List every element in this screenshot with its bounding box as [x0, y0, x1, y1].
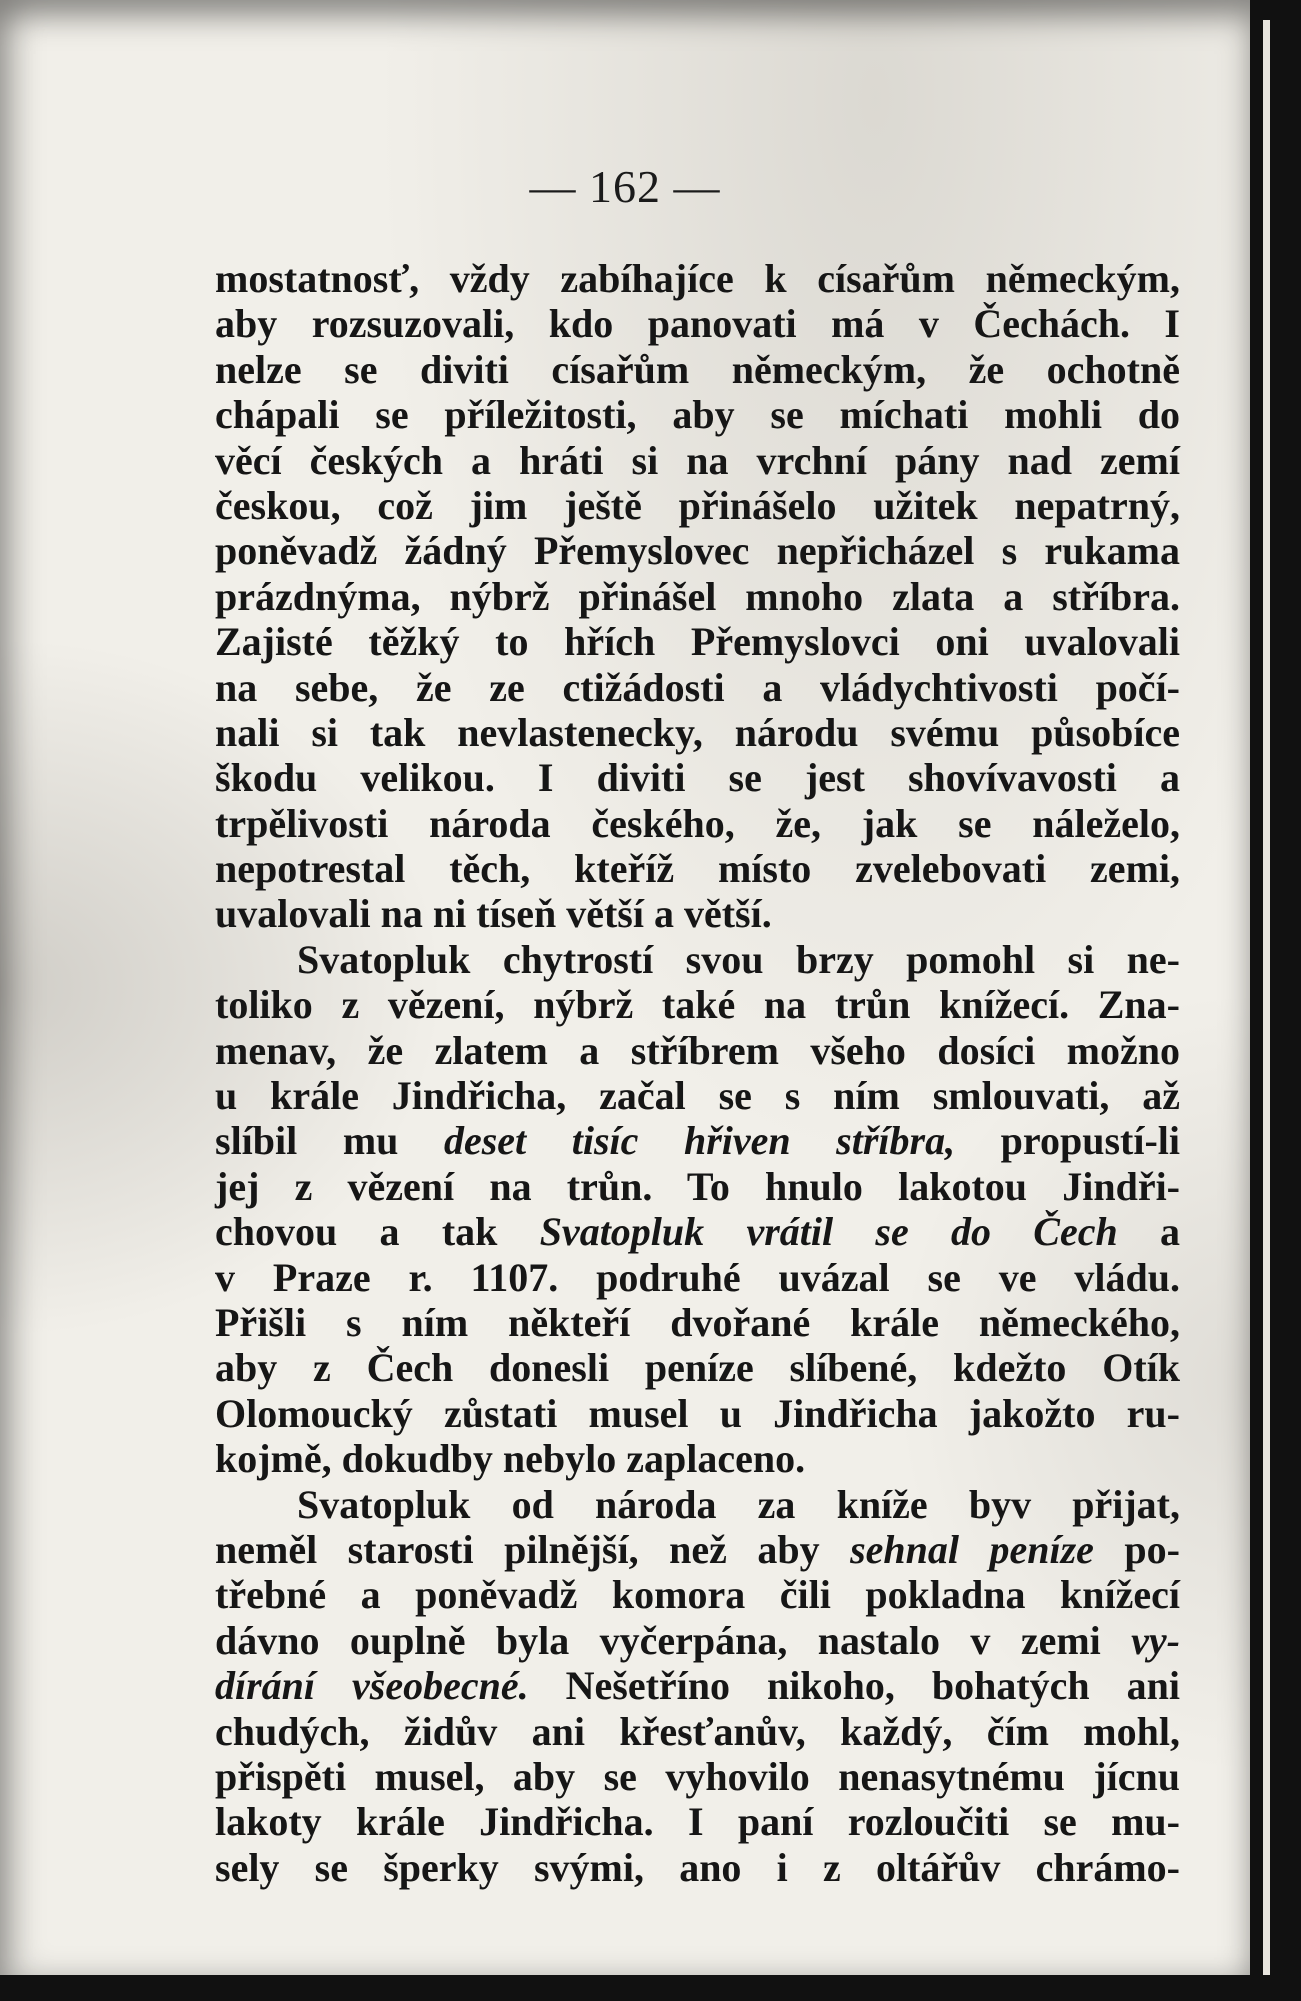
text-run: přispěti musel, aby se vyhovilo nenasytnému jícnu [215, 1753, 1180, 1799]
text-line [215, 1164, 1180, 1209]
text-line [215, 1300, 1180, 1345]
text-line [215, 1618, 1180, 1663]
text-line [215, 347, 1180, 392]
page-number: — 162 — [529, 161, 721, 212]
text-run: uvalovali na ni tíseň větší a větší. [215, 891, 772, 937]
text-run: v Praze r. 1107. podruhé uvázal se ve vládu. [215, 1254, 1180, 1300]
text-line [215, 1845, 1180, 1890]
text-run: propustí-li [955, 1118, 1180, 1164]
italic-text: deset tisíc hřiven stříbra, [443, 1118, 956, 1164]
text-run: u krále Jindřicha, začal se s ním smlouvati, až [215, 1073, 1180, 1119]
italic-text: sehnal peníze [850, 1526, 1094, 1572]
text-run: toliko z vězení, nýbrž také na trůn knížecí. Zna- [215, 982, 1180, 1028]
text-run: po- [1093, 1526, 1181, 1572]
text-run: mostatnosť, vždy zabíhajíce k císařům německým, [215, 256, 1180, 301]
text-run: chudých, židův ani křesťanův, každý, čím mohl, [215, 1708, 1180, 1754]
text-line [215, 982, 1180, 1027]
text-run: aby rozsuzovali, kdo panovati má v Čechách. I [215, 301, 1180, 347]
italic-text: dírání všeobecné. [215, 1663, 529, 1709]
text-line [215, 1391, 1180, 1436]
text-line [215, 1663, 1180, 1708]
text-line [215, 438, 1180, 483]
text-run: dávno ouplně byla vyčerpána, nastalo v zemi [215, 1617, 1132, 1663]
text-run: Přišli s ním někteří dvořané krále německého, [215, 1299, 1180, 1345]
text-line [215, 1028, 1180, 1073]
text-run: poněvadž žádný Přemyslovec nepřicházel s rukama [215, 528, 1180, 574]
text-line [215, 1754, 1180, 1799]
text-run: nelze se diviti císařům německým, že ochotně [215, 346, 1180, 392]
text-line [215, 619, 1180, 664]
text-line [215, 937, 1180, 982]
text-line [215, 1255, 1180, 1300]
text-run: sely se šperky svými, ano i z oltářův chrámo- [215, 1844, 1180, 1890]
text-run: škodu velikou. I diviti se jest shovívavosti a [215, 755, 1180, 801]
text-line [215, 1709, 1180, 1754]
scan-edge-stripe [1263, 20, 1270, 1980]
text-line [215, 1527, 1180, 1572]
text-run: Olomoucký zůstati musel u Jindřicha jakožto ru- [215, 1390, 1180, 1436]
scan-edge-bottom [0, 1975, 1301, 2001]
text-run: na sebe, že ze ctižádosti a vládychtivosti počí- [215, 664, 1180, 710]
text-line [215, 301, 1180, 346]
text-line [215, 1118, 1180, 1163]
text-run: neměl starosti pilnější, než aby [215, 1526, 851, 1572]
body-text [215, 256, 1180, 1890]
text-line [215, 1345, 1180, 1390]
text-line [215, 755, 1180, 800]
text-run: lakoty krále Jindřicha. I paní rozloučiti se mu- [215, 1799, 1180, 1845]
text-run: Svatopluk od národa za kníže byv přijat, [297, 1481, 1180, 1527]
text-run: slíbil mu [215, 1118, 444, 1164]
text-run: menav, že zlatem a stříbrem všeho dosíci možno [215, 1027, 1180, 1073]
text-line [215, 1572, 1180, 1617]
italic-text: vy- [1131, 1617, 1180, 1663]
italic-text: Svatopluk vrátil se do Čech [539, 1209, 1118, 1255]
text-line [215, 665, 1180, 710]
text-run: nepotrestal těch, kteříž místo zvelebovati zemi, [215, 846, 1180, 892]
text-run: kojmě, dokudby nebylo zaplaceno. [215, 1436, 806, 1482]
text-run: a [1117, 1209, 1181, 1255]
text-run: třebné a poněvadž komora čili pokladna knížecí [215, 1572, 1180, 1618]
scan-edge-right [1250, 0, 1301, 2001]
text-line [215, 1436, 1180, 1481]
text-run: trpělivosti národa českého, že, jak se náleželo, [215, 800, 1180, 846]
text-run: Svatopluk chytrostí svou brzy pomohl si ne- [297, 936, 1180, 982]
text-line [215, 891, 1180, 936]
text-line [215, 574, 1180, 619]
text-line [215, 1209, 1180, 1254]
text-line [215, 1482, 1180, 1527]
text-run: nali si tak nevlastenecky, národu svému působíce [215, 709, 1180, 755]
text-run: Nešetříno nikoho, bohatých ani [528, 1663, 1181, 1709]
text-line [215, 710, 1180, 755]
text-run: chápali se příležitosti, aby se míchati mohli do [215, 392, 1180, 438]
text-line [215, 483, 1180, 528]
text-run: aby z Čech donesli peníze slíbené, kdežto Otík [215, 1345, 1180, 1391]
text-run: jej z vězení na trůn. To hnulo lakotou Jindři- [215, 1163, 1180, 1209]
text-line [215, 801, 1180, 846]
text-line [215, 846, 1180, 891]
text-line [215, 392, 1180, 437]
text-line [215, 1073, 1180, 1118]
text-run: věcí českých a hráti si na vrchní pány nad zemí [215, 437, 1180, 483]
text-run: chovou a tak [215, 1209, 540, 1255]
text-run: Zajisté těžký to hřích Přemyslovci oni uvalovali [215, 619, 1180, 665]
text-run: českou, což jim ještě přinášelo užitek nepatrný, [215, 482, 1180, 528]
text-line [215, 256, 1180, 301]
text-run: prázdnýma, nýbrž přinášel mnoho zlata a stříbra. [215, 573, 1180, 619]
text-line [215, 1799, 1180, 1844]
text-line [215, 528, 1180, 573]
